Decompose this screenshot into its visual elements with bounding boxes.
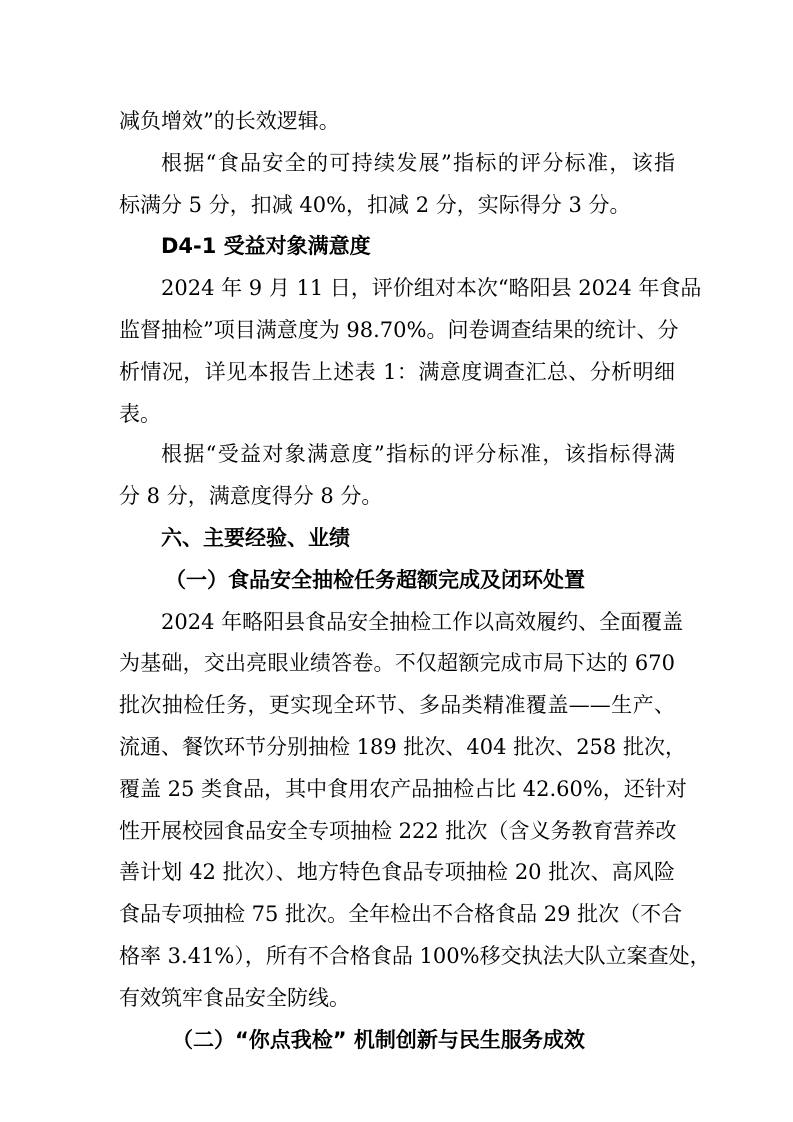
paragraph-achievements-line-8: 食品专项抽检 75 批次。全年检出不合格食品 29 批次（不合 (119, 902, 683, 926)
paragraph-satisfaction-line-3: 析情况，详见本报告上述表 1：满意度调查汇总、分析明细 (119, 360, 675, 384)
paragraph-achievements-line-7: 善计划 42 批次）、地方特色食品专项抽检 20 批次、高风险 (119, 860, 675, 884)
paragraph-satisfaction-line-4: 表。 (119, 402, 161, 426)
paragraph-sustainability-line-2: 标满分 5 分，扣减 40%，扣减 2 分，实际得分 3 分。 (119, 193, 631, 217)
paragraph-satisfaction-line-2: 监督抽检”项目满意度为 98.70%。问卷调查结果的统计、分 (119, 318, 679, 342)
paragraph-satisfaction-line-1: 2024 年 9 月 11 日，评价组对本次“略阳县 2024 年食品 (161, 276, 702, 300)
paragraph-achievements-line-1: 2024 年略阳县食品安全抽检工作以高效履约、全面覆盖 (161, 610, 684, 634)
paragraph-achievements-line-2: 为基础，交出亮眼业绩答卷。不仅超额完成市局下达的 670 (119, 651, 675, 675)
paragraph-achievements-line-6: 性开展校园食品安全专项抽检 222 批次（含义务教育营养改 (119, 819, 677, 843)
paragraph-achievements-line-3: 批次抽检任务，更实现全环节、多品类精准覆盖——生产、 (119, 693, 675, 717)
paragraph-achievements-line-10: 有效筑牢食品安全防线。 (119, 986, 350, 1010)
paragraph-score-line-1: 根据“受益对象满意度”指标的评分标准，该指标得满 (161, 442, 675, 466)
paragraph-achievements-line-4: 流通、餐饮环节分别抽检 189 批次、404 批次、258 批次， (119, 735, 686, 759)
section-heading-six: 六、主要经验、业绩 (161, 526, 350, 550)
subsection-heading-two: （二）“你点我检” 机制创新与民生服务成效 (172, 1028, 585, 1052)
paragraph-sustainability-line-1: 根据“食品安全的可持续发展”指标的评分标准，该指 (161, 151, 675, 175)
paragraph-achievements-line-9: 格率 3.41%），所有不合格食品 100%移交执法大队立案查处， (119, 944, 711, 968)
paragraph-continuation: 减负增效”的长效逻辑。 (119, 109, 340, 133)
paragraph-achievements-line-5: 覆盖 25 类食品，其中食用农产品抽检占比 42.60%，还针对 (119, 777, 687, 801)
section-heading-d4-1: D4-1 受益对象满意度 (161, 234, 371, 258)
subsection-heading-one: （一）食品安全抽检任务超额完成及闭环处置 (165, 568, 585, 592)
paragraph-score-line-2: 分 8 分，满意度得分 8 分。 (119, 484, 383, 508)
